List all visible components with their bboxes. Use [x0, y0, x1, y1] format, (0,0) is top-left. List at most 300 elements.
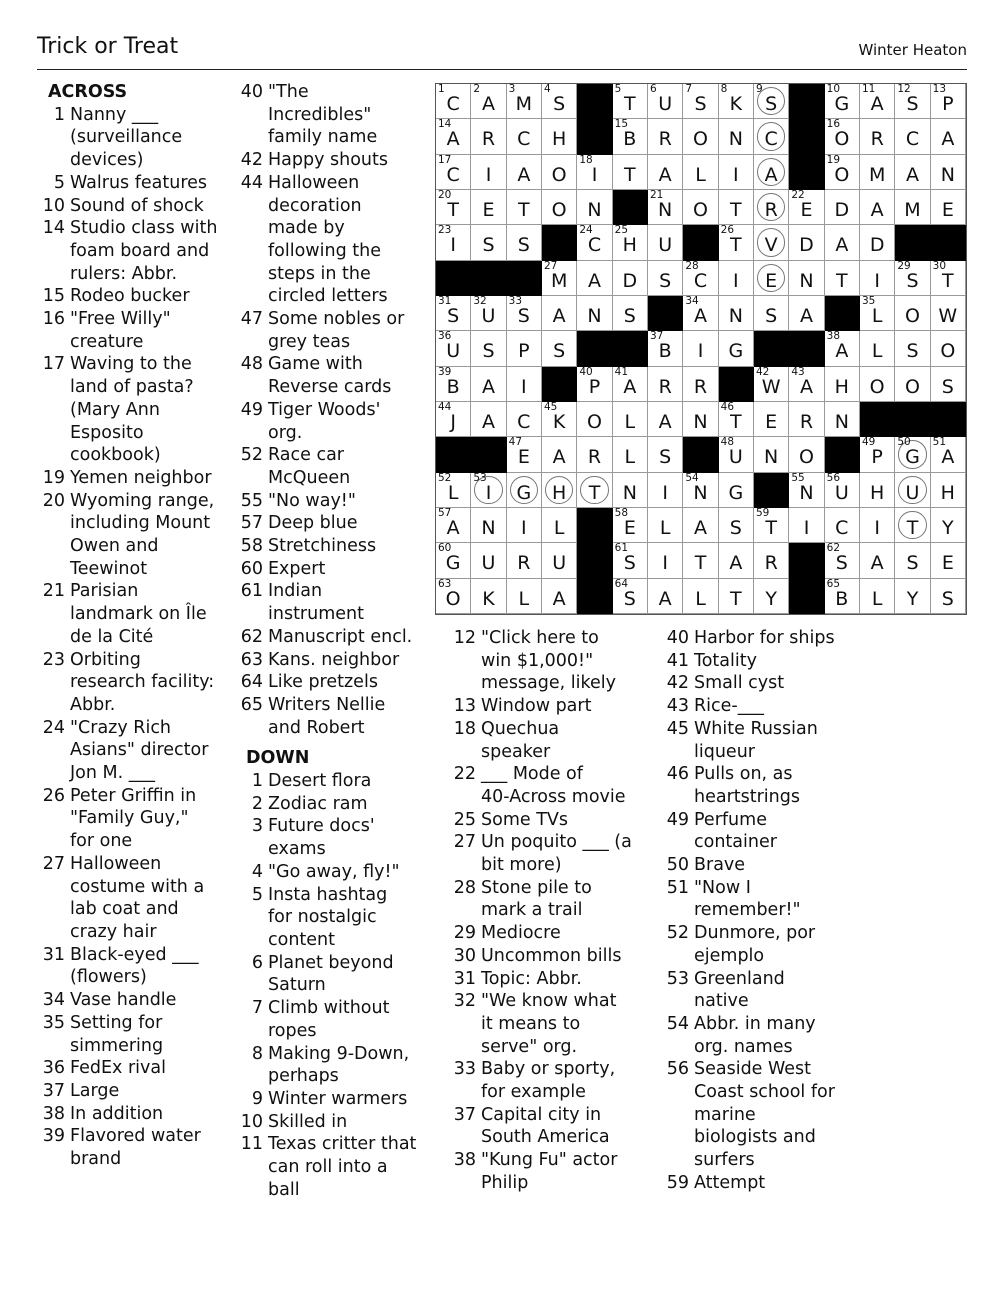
grid-cell[interactable]	[436, 543, 471, 578]
grid-cell[interactable]	[754, 84, 789, 119]
grid-cell[interactable]	[613, 261, 648, 296]
grid-cell[interactable]	[754, 543, 789, 578]
grid-cell[interactable]	[648, 261, 683, 296]
grid-cell[interactable]	[577, 437, 612, 472]
grid-cell[interactable]	[471, 543, 506, 578]
grid-cell[interactable]	[436, 402, 471, 437]
grid-cell[interactable]	[507, 402, 542, 437]
grid-cell[interactable]	[789, 296, 824, 331]
clue-number: 14	[42, 218, 65, 239]
grid-cell[interactable]	[754, 367, 789, 402]
grid-cell[interactable]	[825, 190, 860, 225]
grid-cell[interactable]	[825, 402, 860, 437]
cell-letter: R	[870, 128, 884, 151]
grid-cell[interactable]	[507, 296, 542, 331]
grid-cell[interactable]	[895, 84, 930, 119]
grid-cell[interactable]	[683, 155, 718, 190]
across-clue[interactable]	[40, 285, 230, 308]
across-clue[interactable]	[40, 853, 230, 944]
down-clue[interactable]	[664, 672, 869, 695]
down-clue[interactable]	[664, 718, 869, 763]
grid-cell[interactable]	[471, 579, 506, 614]
grid-cell[interactable]	[436, 473, 471, 508]
grid-cell[interactable]	[542, 437, 577, 472]
grid-cell[interactable]	[719, 261, 754, 296]
grid-cell[interactable]	[860, 579, 895, 614]
grid-cell[interactable]	[436, 331, 471, 366]
grid-cell[interactable]	[471, 473, 506, 508]
cell-letter: K	[482, 587, 495, 610]
across-clue[interactable]	[238, 512, 428, 535]
down-clue[interactable]	[664, 695, 869, 718]
grid-cell[interactable]	[754, 190, 789, 225]
grid-cell[interactable]	[542, 543, 577, 578]
grid-cell[interactable]	[895, 508, 930, 543]
grid-cell[interactable]	[577, 225, 612, 260]
grid-cell[interactable]	[825, 508, 860, 543]
grid-cell[interactable]	[683, 331, 718, 366]
across-clue[interactable]	[238, 558, 428, 581]
grid-cell[interactable]	[542, 119, 577, 154]
down-clue[interactable]	[238, 1133, 428, 1201]
across-clue[interactable]	[40, 195, 230, 218]
grid-cell[interactable]	[507, 331, 542, 366]
across-clue[interactable]	[238, 172, 428, 308]
grid-cell[interactable]	[648, 190, 683, 225]
grid-cell[interactable]	[648, 225, 683, 260]
grid-cell[interactable]	[825, 367, 860, 402]
grid-cell[interactable]	[683, 473, 718, 508]
across-clue[interactable]	[40, 104, 230, 172]
down-clue[interactable]	[238, 815, 428, 860]
grid-cell[interactable]	[471, 367, 506, 402]
down-clue[interactable]	[238, 793, 428, 816]
grid-cell[interactable]	[436, 225, 471, 260]
grid-cell[interactable]	[931, 579, 966, 614]
grid-cell[interactable]	[507, 190, 542, 225]
across-clue[interactable]	[40, 217, 230, 285]
grid-cell[interactable]	[613, 543, 648, 578]
grid-cell[interactable]	[507, 508, 542, 543]
grid-cell[interactable]	[754, 119, 789, 154]
down-clue[interactable]	[451, 627, 656, 695]
cell-number: 29	[897, 259, 911, 272]
down-clue[interactable]	[451, 922, 656, 945]
grid-cell[interactable]	[577, 190, 612, 225]
grid-cell[interactable]	[471, 508, 506, 543]
grid-cell[interactable]	[577, 296, 612, 331]
grid-cell[interactable]	[613, 84, 648, 119]
grid-cell[interactable]	[577, 261, 612, 296]
cell-letter: L	[871, 587, 883, 610]
clue-number: 34	[42, 990, 65, 1011]
down-clue[interactable]	[451, 763, 656, 808]
grid-cell[interactable]	[683, 508, 718, 543]
grid-cell[interactable]	[577, 367, 612, 402]
across-clue[interactable]	[238, 308, 428, 353]
grid-cell[interactable]	[754, 225, 789, 260]
down-clue[interactable]	[451, 877, 656, 922]
cell-letter: R	[693, 375, 708, 398]
grid-cell[interactable]	[719, 84, 754, 119]
grid-cell[interactable]	[931, 261, 966, 296]
down-clue[interactable]	[451, 1058, 656, 1103]
grid-cell[interactable]	[507, 119, 542, 154]
cell-number: 43	[791, 365, 805, 378]
grid-cell[interactable]	[613, 473, 648, 508]
grid-cell[interactable]	[754, 155, 789, 190]
down-clue[interactable]	[664, 650, 869, 673]
grid-cell[interactable]	[860, 84, 895, 119]
cell-letter: S	[835, 552, 848, 575]
grid-cell[interactable]	[471, 331, 506, 366]
down-clue[interactable]	[664, 809, 869, 854]
grid-cell[interactable]	[931, 367, 966, 402]
grid-cell[interactable]	[542, 261, 577, 296]
grid-cell[interactable]	[754, 579, 789, 614]
across-clue[interactable]	[40, 649, 230, 717]
down-clue[interactable]	[451, 695, 656, 718]
grid-cell[interactable]	[860, 508, 895, 543]
across-clue[interactable]	[40, 172, 230, 195]
grid-cell[interactable]	[471, 225, 506, 260]
grid-cell[interactable]	[860, 543, 895, 578]
grid-cell[interactable]	[436, 190, 471, 225]
grid-cell[interactable]	[613, 225, 648, 260]
grid-cell[interactable]	[754, 402, 789, 437]
grid-cell[interactable]	[931, 331, 966, 366]
grid-cell[interactable]	[754, 437, 789, 472]
across-clue[interactable]	[40, 308, 230, 353]
down-clue[interactable]	[664, 1172, 869, 1195]
grid-cell[interactable]	[719, 331, 754, 366]
grid-cell[interactable]	[895, 190, 930, 225]
across-clue[interactable]	[40, 467, 230, 490]
grid-cell[interactable]	[436, 84, 471, 119]
grid-cell[interactable]	[860, 190, 895, 225]
across-clue[interactable]	[238, 626, 428, 649]
down-clue[interactable]	[664, 1058, 869, 1172]
across-clue[interactable]	[40, 989, 230, 1012]
grid-cell[interactable]	[931, 190, 966, 225]
cell-letter: T	[730, 234, 742, 257]
grid-cell[interactable]	[895, 473, 930, 508]
grid-cell[interactable]	[613, 437, 648, 472]
cell-number: 58	[614, 507, 629, 519]
grid-cell[interactable]	[471, 402, 506, 437]
grid-cell[interactable]	[471, 190, 506, 225]
grid-cell[interactable]	[825, 84, 860, 119]
grid-cell[interactable]	[507, 367, 542, 402]
grid-cell[interactable]	[648, 437, 683, 472]
cell-number: 47	[508, 436, 523, 449]
grid-cell[interactable]	[436, 296, 471, 331]
grid-cell[interactable]	[648, 119, 683, 154]
grid-cell[interactable]	[471, 296, 506, 331]
grid-cell[interactable]	[648, 508, 683, 543]
grid-cell[interactable]	[436, 155, 471, 190]
grid-cell[interactable]	[931, 155, 966, 190]
across-clue[interactable]	[238, 444, 428, 489]
clue-text: Flavored water brand	[70, 1126, 201, 1170]
grid-cell[interactable]	[613, 508, 648, 543]
down-clue[interactable]	[451, 831, 656, 876]
cell-letter: N	[764, 446, 779, 469]
header-divider	[37, 69, 967, 70]
grid-cell[interactable]	[542, 84, 577, 119]
down-clue[interactable]	[238, 1111, 428, 1134]
down-clue[interactable]	[664, 763, 869, 808]
grid-cell[interactable]	[542, 579, 577, 614]
across-clue[interactable]	[40, 490, 230, 581]
down-clue[interactable]	[664, 922, 869, 967]
grid-cell[interactable]	[542, 190, 577, 225]
grid-cell[interactable]	[542, 331, 577, 366]
down-clue[interactable]	[238, 1043, 428, 1088]
down-clue[interactable]	[238, 1088, 428, 1111]
clue-number: 58	[240, 536, 263, 557]
grid-cell[interactable]	[507, 437, 542, 472]
grid-cell[interactable]	[648, 155, 683, 190]
grid-cell[interactable]	[860, 119, 895, 154]
grid-cell[interactable]	[648, 543, 683, 578]
across-clue[interactable]	[238, 694, 428, 739]
down-clue[interactable]	[451, 1104, 656, 1149]
grid-cell[interactable]	[577, 402, 612, 437]
across-clue[interactable]	[238, 580, 428, 625]
down-clue[interactable]	[664, 968, 869, 1013]
grid-cell[interactable]	[931, 508, 966, 543]
across-clue[interactable]	[40, 1125, 230, 1170]
down-clue[interactable]	[451, 809, 656, 832]
grid-cell[interactable]	[789, 473, 824, 508]
across-clue[interactable]	[40, 1057, 230, 1080]
grid-cell[interactable]	[719, 543, 754, 578]
grid-cell[interactable]	[471, 84, 506, 119]
grid-cell[interactable]	[825, 119, 860, 154]
clue-number: 2	[251, 793, 263, 814]
across-clue[interactable]	[238, 353, 428, 398]
across-clue[interactable]	[238, 535, 428, 558]
grid-cell[interactable]	[719, 225, 754, 260]
down-clue[interactable]	[664, 1013, 869, 1058]
grid-cell[interactable]	[789, 261, 824, 296]
grid-cell[interactable]	[825, 543, 860, 578]
clue-number: 52	[666, 923, 689, 944]
grid-cell[interactable]	[895, 543, 930, 578]
grid-cell[interactable]	[436, 579, 471, 614]
grid-cell[interactable]	[542, 296, 577, 331]
grid-cell[interactable]	[542, 155, 577, 190]
down-clue[interactable]	[451, 1149, 656, 1194]
across-clue[interactable]	[40, 944, 230, 989]
grid-cell[interactable]	[860, 367, 895, 402]
across-clue[interactable]	[238, 149, 428, 172]
down-clue[interactable]	[238, 884, 428, 952]
grid-cell[interactable]	[931, 437, 966, 472]
grid-cell[interactable]	[683, 190, 718, 225]
grid-cell[interactable]	[719, 155, 754, 190]
grid-cell[interactable]	[436, 119, 471, 154]
grid-cell[interactable]	[719, 437, 754, 472]
grid-cell[interactable]	[613, 155, 648, 190]
down-clue[interactable]	[664, 627, 869, 650]
grid-cell[interactable]	[860, 437, 895, 472]
cell-letter: C	[764, 128, 778, 151]
across-clue[interactable]	[40, 353, 230, 467]
grid-cell[interactable]	[507, 543, 542, 578]
grid-cell[interactable]	[436, 367, 471, 402]
down-clue[interactable]	[451, 990, 656, 1058]
grid-cell[interactable]	[613, 119, 648, 154]
grid-cell[interactable]	[648, 331, 683, 366]
grid-cell[interactable]	[719, 296, 754, 331]
grid-cell[interactable]	[648, 84, 683, 119]
grid-cell[interactable]	[789, 225, 824, 260]
clue-number: 43	[666, 696, 689, 717]
grid-cell[interactable]	[754, 296, 789, 331]
grid-cell[interactable]	[789, 367, 824, 402]
down-clue[interactable]	[238, 770, 428, 793]
grid-cell[interactable]	[825, 331, 860, 366]
clue-number: 33	[453, 1059, 476, 1080]
grid-cell[interactable]	[683, 84, 718, 119]
grid-cell[interactable]	[719, 579, 754, 614]
down-clue[interactable]	[238, 997, 428, 1042]
grid-cell[interactable]	[860, 473, 895, 508]
grid-cell[interactable]	[542, 473, 577, 508]
grid-cell[interactable]	[719, 508, 754, 543]
grid-cell[interactable]	[931, 84, 966, 119]
grid-cell[interactable]	[860, 225, 895, 260]
grid-cell[interactable]	[895, 119, 930, 154]
down-clue[interactable]	[238, 861, 428, 884]
grid-cell[interactable]	[648, 579, 683, 614]
grid-cell[interactable]	[683, 296, 718, 331]
across-clue[interactable]	[238, 81, 428, 149]
cell-letter: L	[695, 163, 706, 186]
grid-cell[interactable]	[507, 225, 542, 260]
down-clue[interactable]	[664, 877, 869, 922]
grid-cell[interactable]	[895, 331, 930, 366]
grid-cell[interactable]	[683, 579, 718, 614]
cell-letter: S	[517, 234, 530, 257]
across-clue[interactable]	[238, 490, 428, 513]
across-clue[interactable]	[238, 649, 428, 672]
grid-cell[interactable]	[895, 155, 930, 190]
grid-cell[interactable]	[613, 367, 648, 402]
grid-cell[interactable]	[613, 402, 648, 437]
grid-cell[interactable]	[471, 155, 506, 190]
grid-cell[interactable]	[507, 84, 542, 119]
down-clue[interactable]	[451, 718, 656, 763]
across-clue[interactable]	[40, 717, 230, 785]
grid-cell[interactable]	[648, 402, 683, 437]
grid-cell[interactable]	[613, 296, 648, 331]
grid-cell[interactable]	[860, 296, 895, 331]
grid-cell[interactable]	[719, 473, 754, 508]
across-clue[interactable]	[40, 580, 230, 648]
grid-cell[interactable]	[507, 579, 542, 614]
grid-cell[interactable]	[577, 473, 612, 508]
down-clue[interactable]	[238, 952, 428, 997]
across-clue[interactable]	[40, 1012, 230, 1057]
grid-cell[interactable]	[507, 155, 542, 190]
grid-cell[interactable]	[825, 155, 860, 190]
grid-cell[interactable]	[719, 402, 754, 437]
down-clue[interactable]	[664, 854, 869, 877]
grid-cell[interactable]	[895, 261, 930, 296]
grid-cell[interactable]	[683, 119, 718, 154]
clue-number: 38	[42, 1103, 65, 1124]
grid-cell[interactable]	[719, 119, 754, 154]
grid-cell[interactable]	[825, 261, 860, 296]
grid-cell[interactable]	[931, 543, 966, 578]
cell-letter: Y	[765, 587, 777, 610]
grid-cell[interactable]	[754, 508, 789, 543]
grid-cell[interactable]	[895, 579, 930, 614]
grid-cell[interactable]	[789, 437, 824, 472]
across-clue[interactable]	[40, 1080, 230, 1103]
down-clue[interactable]	[451, 968, 656, 991]
grid-cell[interactable]	[895, 367, 930, 402]
grid-cell[interactable]	[613, 579, 648, 614]
cell-letter: R	[481, 128, 496, 151]
grid-cell[interactable]	[860, 331, 895, 366]
across-clue[interactable]	[238, 671, 428, 694]
grid-cell[interactable]	[577, 155, 612, 190]
grid-cell[interactable]	[789, 402, 824, 437]
across-clue[interactable]	[40, 785, 230, 853]
cell-letter: L	[871, 340, 883, 363]
grid-cell[interactable]	[825, 225, 860, 260]
grid-cell[interactable]	[789, 190, 824, 225]
grid-cell[interactable]	[542, 508, 577, 543]
grid-cell[interactable]	[436, 508, 471, 543]
grid-cell[interactable]	[789, 508, 824, 543]
down-clue[interactable]	[451, 945, 656, 968]
grid-cell[interactable]	[931, 119, 966, 154]
grid-cell[interactable]	[860, 155, 895, 190]
across-clue[interactable]	[238, 399, 428, 444]
grid-cell[interactable]	[683, 261, 718, 296]
grid-cell[interactable]	[895, 296, 930, 331]
clue-number: 50	[666, 855, 689, 876]
clue-text: Harbor for ships	[694, 628, 835, 648]
grid-cell[interactable]	[825, 579, 860, 614]
grid-cell[interactable]	[648, 473, 683, 508]
grid-cell[interactable]	[507, 473, 542, 508]
grid-cell[interactable]	[754, 261, 789, 296]
clue-text: Tiger Woods' org.	[268, 399, 381, 443]
grid-cell[interactable]	[931, 473, 966, 508]
cell-letter: I	[803, 517, 810, 539]
grid-cell[interactable]	[648, 367, 683, 402]
cell-number: 24	[579, 224, 593, 237]
clue-text: Vase handle	[70, 990, 177, 1011]
grid-cell[interactable]	[683, 402, 718, 437]
grid-cell[interactable]	[931, 296, 966, 331]
grid-cell[interactable]	[542, 402, 577, 437]
grid-cell[interactable]	[895, 437, 930, 472]
grid-cell[interactable]	[683, 367, 718, 402]
grid-cell[interactable]	[719, 190, 754, 225]
grid-cell[interactable]	[825, 473, 860, 508]
across-clue[interactable]	[40, 1103, 230, 1126]
grid-cell[interactable]	[471, 119, 506, 154]
grid-cell[interactable]	[860, 261, 895, 296]
grid-cell[interactable]	[683, 543, 718, 578]
